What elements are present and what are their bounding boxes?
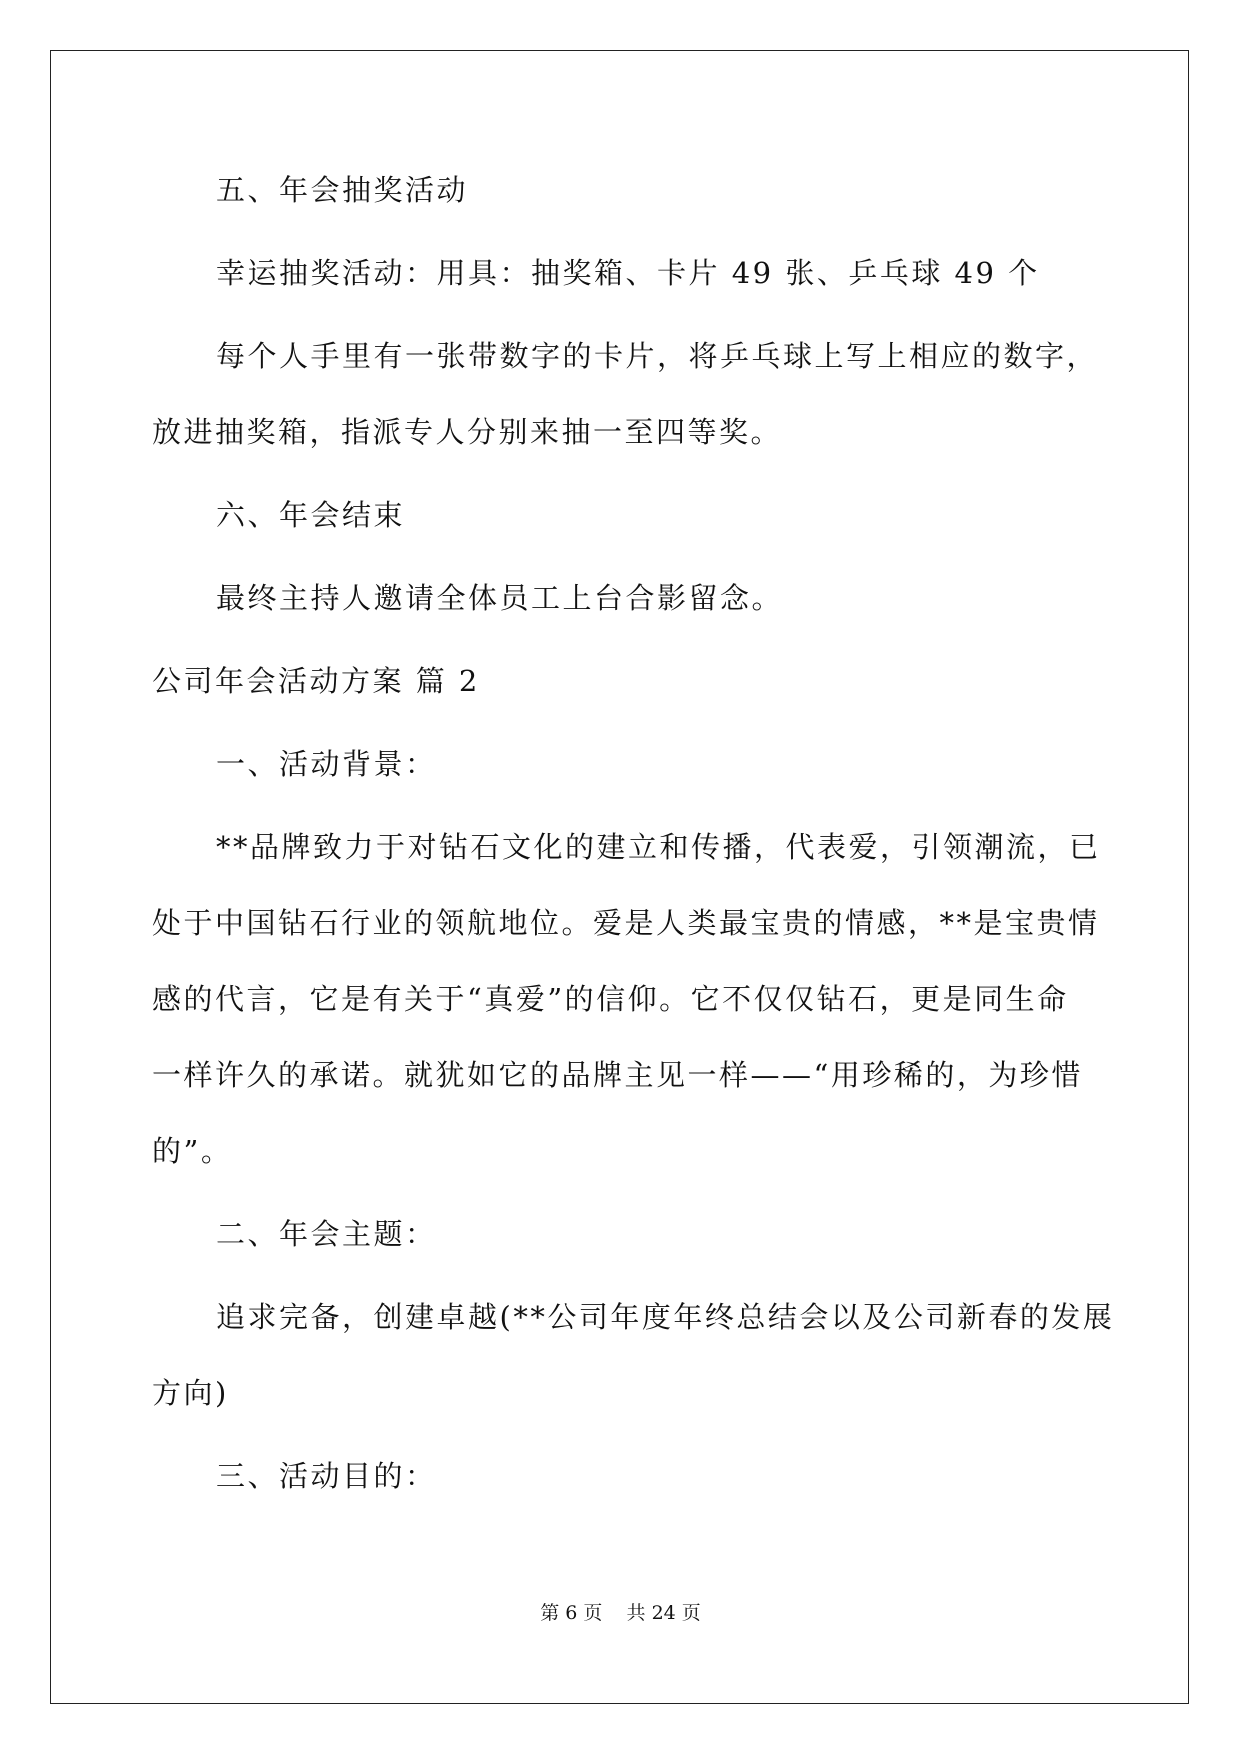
paragraph-line: 追求完备，创建卓越(**公司年度年终总结会以及公司新春的发展 <box>216 1300 1115 1334</box>
paragraph-line: 感的代言，它是有关于“真爱”的信仰。它不仅仅钻石，更是同生命 <box>152 982 1069 1016</box>
paragraph-line: 的”。 <box>152 1134 233 1168</box>
paragraph-line: 每个人手里有一张带数字的卡片，将乒乓球上写上相应的数字， <box>216 339 1099 373</box>
section-heading: 六、年会结束 <box>216 498 406 532</box>
page-number-footer: 第 6 页 共 24 页 <box>540 1602 701 1624</box>
paragraph-line: 最终主持人邀请全体员工上台合影留念。 <box>216 581 784 615</box>
paragraph-line: 一样许久的承诺。就犹如它的品牌主见一样——“用珍稀的，为珍惜 <box>152 1058 1083 1092</box>
section-heading: 一、活动背景： <box>216 747 437 781</box>
section-heading: 五、年会抽奖活动 <box>216 173 469 207</box>
paragraph-line: 放进抽奖箱，指派专人分别来抽一至四等奖。 <box>152 415 783 449</box>
section-heading: 三、活动目的： <box>216 1459 437 1493</box>
paragraph-line: **品牌致力于对钻石文化的建立和传播，代表爱，引领潮流，已 <box>216 830 1101 864</box>
paragraph-line: 方向) <box>152 1376 229 1410</box>
article-title: 公司年会活动方案 篇 2 <box>152 664 480 698</box>
paragraph-line: 处于中国钻石行业的领航地位。爱是人类最宝贵的情感，**是宝贵情 <box>152 906 1100 940</box>
section-heading: 二、年会主题： <box>216 1217 437 1251</box>
paragraph-line: 幸运抽奖活动：用具：抽奖箱、卡片 49 张、乒乓球 49 个 <box>216 256 1040 290</box>
